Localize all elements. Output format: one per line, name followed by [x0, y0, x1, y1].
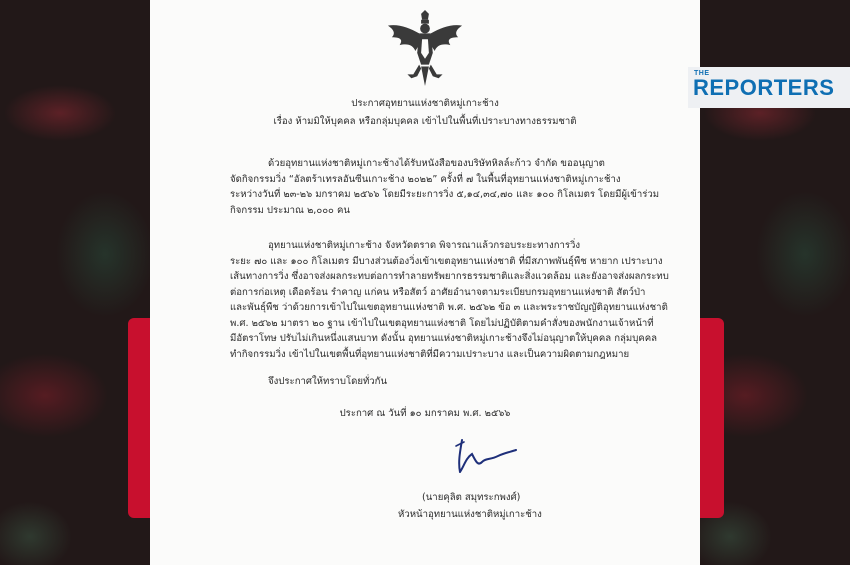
announcement-date: ประกาศ ณ วันที่ ๑๐ มกราคม พ.ศ. ๒๕๖๖ — [339, 408, 511, 419]
paragraph-2-line: ระยะ ๗๐ และ ๑๐๐ กิโลเมตร มีบางส่วนต้องวิ่งเข้าเขตอุทยานแห่งชาติ ที่มีสภาพพันธุ์พืช หายาก เปราะบาง — [230, 255, 663, 267]
paragraph-2 — [230, 238, 669, 362]
signature-icon — [450, 432, 520, 482]
paragraph-2-line: และพันธุ์พืช ว่าด้วยการเข้าไปในเขตอุทยานแห่งชาติ พ.ศ. ๒๕๖๒ ข้อ ๓ และพระราชบัญญัติอุทยานแห่งชาติ — [230, 302, 668, 313]
paragraph-2-line: เส้นทางการวิ่ง ซึ่งอาจส่งผลกระทบต่อการทำลายทรัพยากรธรรมชาติและสิ่งแวดล้อม และยังอาจส่งผลกระทบ — [230, 271, 669, 282]
paragraph-2-line: ทำกิจกรรมวิ่ง เข้าไปในเขตพื้นที่อุทยานแห่งชาติที่มีความเปราะบาง และเป็นความผิดตามกฎหมาย — [230, 348, 630, 360]
signer-name: (นายคุลิต สมุทระกพงศ์) — [422, 492, 521, 503]
announcement-subject: เรื่อง ห้ามมิให้บุคคล หรือกลุ่มบุคคล เข้าไปในพื้นที่เปราะบางทางธรรมชาติ — [273, 116, 577, 127]
paragraph-1-line: ระหว่างวันที่ ๒๓-๒๖ มกราคม ๒๕๖๖ โดยมีระยะการวิ่ง ๕,๑๔,๓๔,๗๐ และ ๑๐๐ กิโลเมตร โดยมีผู้เข้าร่วม — [230, 189, 660, 200]
paragraph-2-line: อุทยานแห่งชาติหมู่เกาะช้าง จังหวัดตราด พิจารณาแล้วกรอบระยะทางการวิ่ง — [268, 240, 581, 251]
accent-band-right — [700, 318, 724, 518]
paragraph-2-line: มีอัตราโทษ ปรับไม่เกินหนึ่งแสนบาท ดังนั้น อุทยานแห่งชาติหมู่เกาะช้างจึงไม่อนุญาตให้บุคคล กลุ่มบุคคล — [230, 333, 658, 344]
paragraph-1-line: กิจกรรม ประมาณ ๒,๐๐๐ คน — [230, 204, 350, 216]
closing-statement: จึงประกาศให้ทราบโดยทั่วกัน — [268, 376, 388, 387]
announcement-document — [150, 0, 700, 565]
accent-band-left — [128, 318, 150, 518]
the-reporters-logo — [688, 67, 850, 108]
logo-wordmark: REPORTERS — [693, 75, 835, 100]
announcement-title: ประกาศอุทยานแห่งชาติหมู่เกาะช้าง — [351, 98, 499, 109]
paragraph-2-line: ต่อการก่อเหตุ เดือดร้อน รำคาญ แก่คน หรือสัตว์ อาศัยอำนาจตามระเบียบกรมอุทยานแห่งชาติ สัตว์ป่า — [230, 286, 646, 298]
paragraph-2-line: พ.ศ. ๒๕๖๒ มาตรา ๒๐ ฐาน เข้าไปในเขตอุทยานแห่งชาติ โดยไม่ปฏิบัติตามคำสั่งของพนักงานเจ้าหน้าที่ — [230, 317, 654, 329]
paragraph-1 — [230, 156, 660, 218]
signer-title: หัวหน้าอุทยานแห่งชาติหมู่เกาะช้าง — [398, 509, 542, 520]
paragraph-1-line: จัดกิจกรรมวิ่ง “อัลตร้าเทรลอันซีนเกาะช้าง ๒๐๒๒” ครั้งที่ ๗ ในพื้นที่อุทยานแห่งชาติหมู่เกาะช้าง — [230, 173, 621, 185]
logo-prefix: THE — [694, 70, 710, 77]
garuda-emblem-icon — [386, 10, 464, 88]
paragraph-1-line: ด้วยอุทยานแห่งชาติหมู่เกาะช้างได้รับหนังสือของบริษัทหิลล์ะก้าว จำกัด ขออนุญาต — [268, 158, 605, 169]
